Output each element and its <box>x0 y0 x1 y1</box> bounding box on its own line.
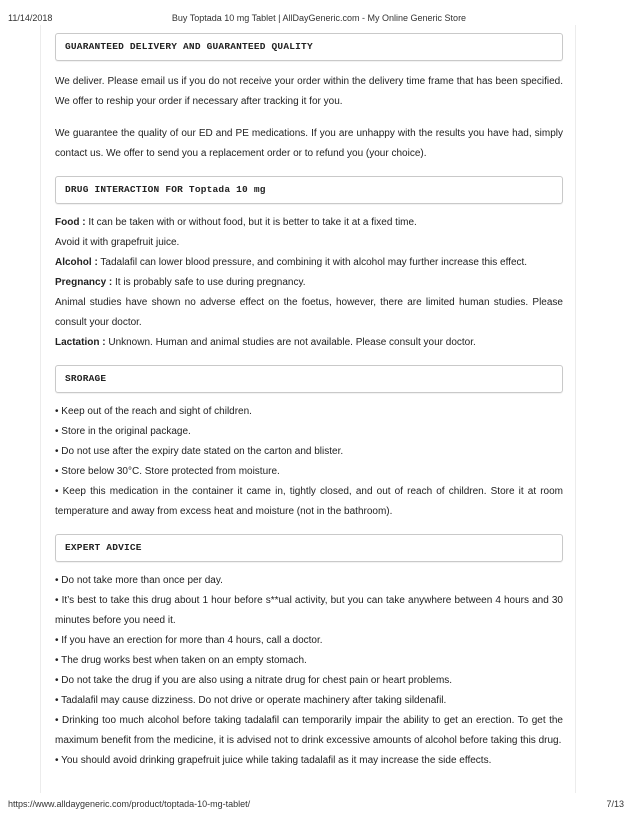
guarantee-delivery-paragraph: We deliver. Please email us if you do not receive your order within the delivery time frame that has been specified. We offer to reship your order if necessary after tracking it for you. <box>55 76 563 107</box>
section-heading-expert-advice: EXPERT ADVICE <box>55 534 563 562</box>
print-date: 11/14/2018 <box>8 13 53 23</box>
storage-item: • Store in the original package. <box>55 426 191 437</box>
food-text: It can be taken with or without food, but it is better to take it at a fixed time. <box>85 217 417 228</box>
advice-item: • It’s best to take this drug about 1 hour before s**ual activity, but you can take anywhere between 4 hours and 30 minutes before you need it. <box>55 595 563 626</box>
storage-item: • Keep this medication in the container it came in, tightly closed, and out of reach of children. Store it at room temperature and away from excess heat and moisture (not in the bathroom). <box>55 486 563 517</box>
section-heading-drug-interaction: DRUG INTERACTION FOR Toptada 10 mg <box>55 176 563 204</box>
interaction-grapefruit: Avoid it with grapefruit juice. <box>55 237 180 248</box>
food-label: Food : <box>55 217 86 228</box>
storage-item: • Do not use after the expiry date stated on the carton and blister. <box>55 446 344 457</box>
section-heading-guarantee: GUARANTEED DELIVERY AND GUARANTEED QUALITY <box>55 33 563 61</box>
interaction-lactation <box>55 333 563 353</box>
page-content <box>40 25 576 793</box>
content-column <box>55 33 563 771</box>
pregnancy-text: It is probably safe to use during pregnancy. <box>112 277 306 288</box>
print-page-number: 7/13 <box>606 799 624 809</box>
alcohol-text: Tadalafil can lower blood pressure, and combining it with alcohol may further increase this effect. <box>97 257 528 268</box>
section-heading-storage: SRORAGE <box>55 365 563 393</box>
lactation-label: Lactation : <box>55 337 106 348</box>
storage-item: • Store below 30°C. Store protected from moisture. <box>55 466 280 477</box>
storage-item: • Keep out of the reach and sight of children. <box>55 406 252 417</box>
advice-item: • The drug works best when taken on an empty stomach. <box>55 655 307 666</box>
print-header <box>0 13 638 25</box>
interaction-alcohol <box>55 253 563 273</box>
interaction-pregnancy <box>55 273 563 293</box>
advice-item: • Drinking too much alcohol before taking tadalafil can temporarily impair the ability to get an erection. To get the maximum benefit from the medicine, it is advised not to drink excessive amounts of alcohol before taking this drug. <box>55 715 563 746</box>
lactation-text: Unknown. Human and animal studies are not available. Please consult your doctor. <box>105 337 476 348</box>
interaction-food <box>55 213 563 233</box>
advice-item: • Do not take the drug if you are also using a nitrate drug for chest pain or heart problems. <box>55 675 453 686</box>
print-page-title: Buy Toptada 10 mg Tablet | AllDayGeneric.com - My Online Generic Store <box>171 13 467 23</box>
guarantee-quality-paragraph: We guarantee the quality of our ED and PE medications. If you are unhappy with the results you have had, simply contact us. We offer to send you a replacement order or to refund you (your choice). <box>55 128 563 159</box>
pregnancy-label: Pregnancy : <box>55 277 113 288</box>
advice-item: • You should avoid drinking grapefruit juice while taking tadalafil as it may increase the side effects. <box>55 755 492 766</box>
print-url: https://www.alldaygeneric.com/product/toptada-10-mg-tablet/ <box>8 799 251 809</box>
print-footer <box>0 799 638 811</box>
advice-item: • If you have an erection for more than 4 hours, call a doctor. <box>55 635 323 646</box>
alcohol-label: Alcohol : <box>55 257 98 268</box>
interaction-animal-studies: Animal studies have shown no adverse effect on the foetus, however, there are limited human studies. Please consult your doctor. <box>55 297 563 328</box>
advice-item: • Tadalafil may cause dizziness. Do not drive or operate machinery after taking sildenafil. <box>55 695 447 706</box>
advice-item: • Do not take more than once per day. <box>55 575 223 586</box>
